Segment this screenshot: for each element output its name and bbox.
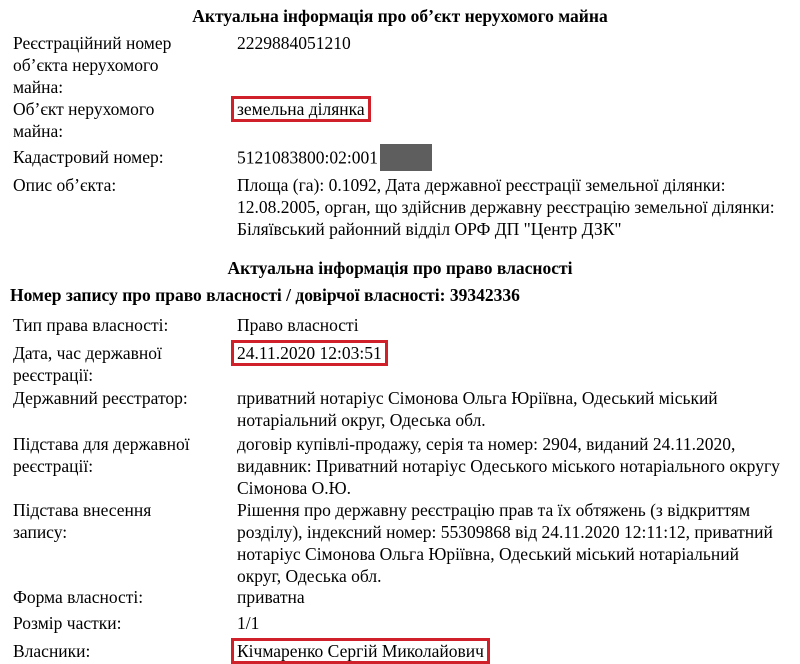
share-size-value: 1/1 xyxy=(237,613,260,633)
owners-label: Власники: xyxy=(13,641,91,661)
property-object-label: Об’єкт нерухомого майна: xyxy=(13,99,155,141)
property-object-value: земельна ділянка xyxy=(237,99,365,119)
registration-datetime-value: 24.11.2020 12:03:51 xyxy=(237,343,382,363)
registration-number-label: Реєстраційний номер об’єкта нерухомого майна: xyxy=(13,33,172,97)
ownership-section-title: Актуальна інформація про право власності xyxy=(227,258,573,278)
registration-datetime-highlight xyxy=(231,340,388,366)
cadastral-number-label: Кадастровий номер: xyxy=(13,147,164,167)
owners-highlight xyxy=(231,638,490,664)
description-label: Опис об’єкта: xyxy=(13,175,117,195)
registrar-value: приватний нотаріус Сімонова Ольга Юріївна, Одеський міський нотаріальний округ, Одеська обл. xyxy=(237,388,718,430)
entry-basis-value: Рішення про державну реєстрацію прав та їх обтяжень (з відкриттям розділу), індексний номер: 55309868 від 24.11.2020 12:11:12, приватний нотаріус Сімонова Ольга Юріївна, Одеський міський нотаріальний округ, Одеська обл. xyxy=(237,500,773,586)
registration-basis-value: договір купівлі-продажу, серія та номер: 2904, виданий 24.11.2020, видавник: Приватний нотаріус Одеського міського нотаріального округу Сімонова О.Ю. xyxy=(237,434,780,498)
right-type-value: Право власності xyxy=(237,315,359,335)
registration-number-value: 2229884051210 xyxy=(237,33,351,53)
share-size-label: Розмір частки: xyxy=(13,613,122,633)
record-number-heading: Номер запису про право власності / довірчої власності: 39342336 xyxy=(10,285,520,305)
registration-datetime-label: Дата, час державної реєстрації: xyxy=(13,343,162,385)
cadastral-number-value: 5121083800:02:001 xyxy=(237,147,378,168)
redaction-block xyxy=(380,144,432,171)
registration-basis-label: Підстава для державної реєстрації: xyxy=(13,434,190,476)
description-value: Площа (га): 0.1092, Дата державної реєстрації земельної ділянки: 12.08.2005, орган, що здійснив державну реєстрацію земельної ділянки: Біляївський районний відділ ОРФ ДП "Центр ДЗК" xyxy=(237,175,775,239)
entry-basis-label: Підстава внесення запису: xyxy=(13,500,152,542)
ownership-form-value: приватна xyxy=(237,587,305,607)
right-type-label: Тип права власності: xyxy=(13,315,169,335)
ownership-form-label: Форма власності: xyxy=(13,587,144,607)
owners-value: Кічмаренко Сергій Миколайович xyxy=(237,641,484,661)
registrar-label: Державний реєстратор: xyxy=(13,388,188,408)
object-section-title: Актуальна інформація про об’єкт нерухомого майна xyxy=(192,6,608,26)
property-object-highlight xyxy=(231,96,371,122)
